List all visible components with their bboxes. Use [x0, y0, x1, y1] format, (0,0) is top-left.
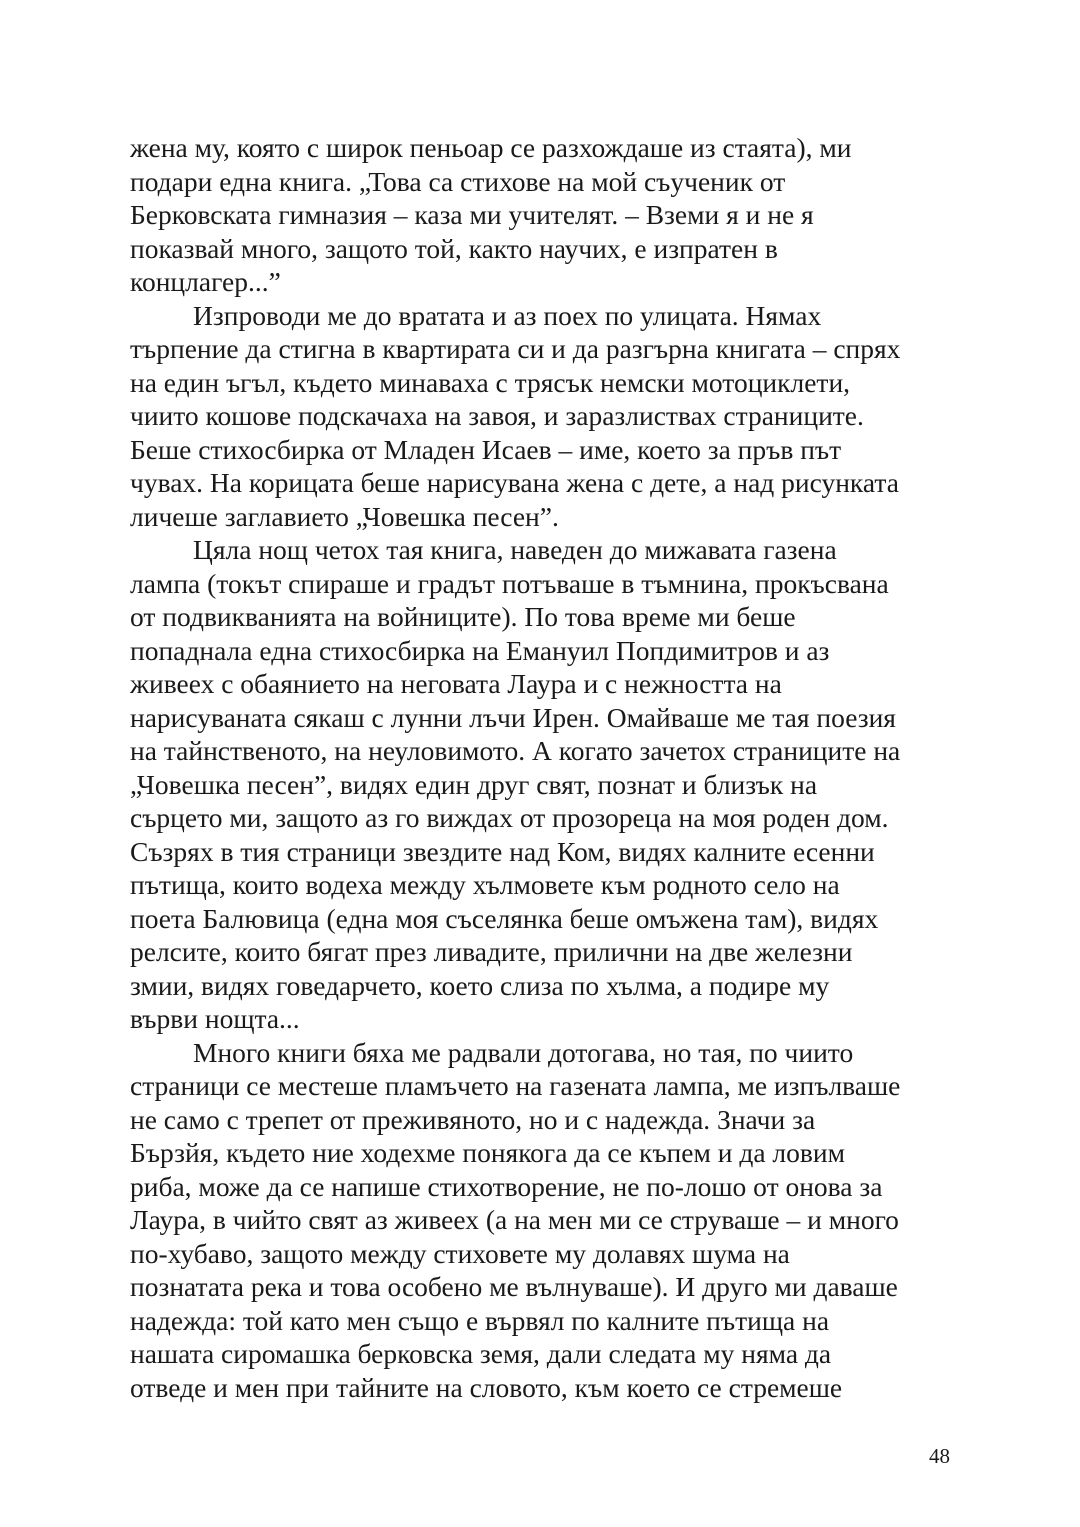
text-line: на тайнственото, на неуловимото. А когато зачетох страниците на [130, 735, 901, 766]
text-line: жена му, която с широк пеньоар се разхождаше из стаята), ми [130, 132, 852, 163]
text-line: нашата сиромашка берковска земя, дали следата му няма да [130, 1338, 832, 1369]
body-text [130, 131, 960, 1404]
text-line: не само с трепет от преживяното, но и с надежда. Значи за [130, 1103, 816, 1135]
text-line: поета Балювица (една моя съселянка беше омъжена там), видях [130, 902, 879, 934]
text-line: релсите, които бягат през ливадите, прилични на две железни [130, 936, 853, 967]
text-line: Бързйя, където ние ходехме понякога да се къпем и да ловим [130, 1137, 845, 1168]
text-line: по-хубаво, защото между стиховете му долавях шума на [130, 1237, 790, 1269]
text-line: Беше стихосбирка от Младен Исаев – име, което за пръв път [130, 433, 842, 465]
text-line: лампа (токът спираше и градът потъваше в тъмнина, прокъсвана [130, 567, 889, 599]
text-line: живеех с обаянието на неговата Лаура и с нежността на [130, 668, 782, 699]
text-line: сърцето ми, защото аз го виждах от прозореца на моя роден дом. [130, 802, 889, 833]
text-line: от подвикванията на войниците). По това време ми беше [130, 601, 796, 632]
text-line: Лаура, в чийто свят аз живеех (а на мен ми се струваше – и много [130, 1204, 899, 1235]
text-line: „Човешка песен”, видях един друг свят, познат и близък на [130, 768, 818, 800]
text-line: чувах. На корицата беше нарисувана жена с дете, а над рисунката [130, 467, 899, 498]
text-line: змии, видях говедарчето, което слиза по хълма, а подире му [130, 969, 830, 1001]
text-line: личеше заглавието „Човешка песен”. [130, 500, 559, 532]
text-line: Изпроводи ме до вратата и аз поех по улицата. Нямах [193, 299, 822, 331]
text-line: показвай много, защото той, както научих, е изпратен в [130, 232, 778, 264]
text-line: нарисуваната сякаш с лунни лъчи Ирен. Омайваше ме тая поезия [130, 701, 896, 733]
text-line: надежда: той като мен също е вървял по калните пътища на [130, 1304, 830, 1336]
text-line: познатата река и това особено ме вълнуваше). И друго ми даваше [130, 1271, 898, 1302]
text-line: концлагер...” [130, 266, 281, 297]
text-line: риба, може да се напише стихотворение, не по-лошо от онова за [130, 1170, 883, 1202]
text-line: чиито кошове подскачаха на завоя, и заразлиствах страниците. [130, 400, 864, 431]
page-number: 48 [929, 1444, 950, 1468]
text-line: пътища, които водеха между хълмовете към родното село на [130, 869, 840, 900]
text-line: върви нощта... [130, 1003, 300, 1034]
text-line: Берковската гимназия – каза ми учителят. – Вземи я и не я [130, 199, 814, 230]
text-line: Много книги бяха ме радвали дотогава, но тая, по чиито [193, 1036, 854, 1068]
text-line: на един ъгъл, където минаваха с трясък немски мотоциклети, [130, 366, 851, 398]
text-line: отведе и мен при тайните на словото, към което се стремеше [130, 1371, 843, 1403]
text-line: подари една книга. „Това са стихове на мой съученик от [130, 165, 786, 197]
text-line: Цяла нощ четох тая книга, наведен до мижавата газена [193, 534, 837, 565]
text-line: търпение да стигна в квартирата си и да разгърна книгата – спрях [130, 333, 901, 364]
text-line: Съзрях в тия страници звездите над Ком, видях калните есенни [130, 835, 875, 867]
text-line: страници се местеше пламъчето на газената лампа, ме изпълваше [130, 1070, 901, 1101]
text-line: попаднала една стихосбирка на Емануил Попдимитров и аз [130, 634, 830, 666]
